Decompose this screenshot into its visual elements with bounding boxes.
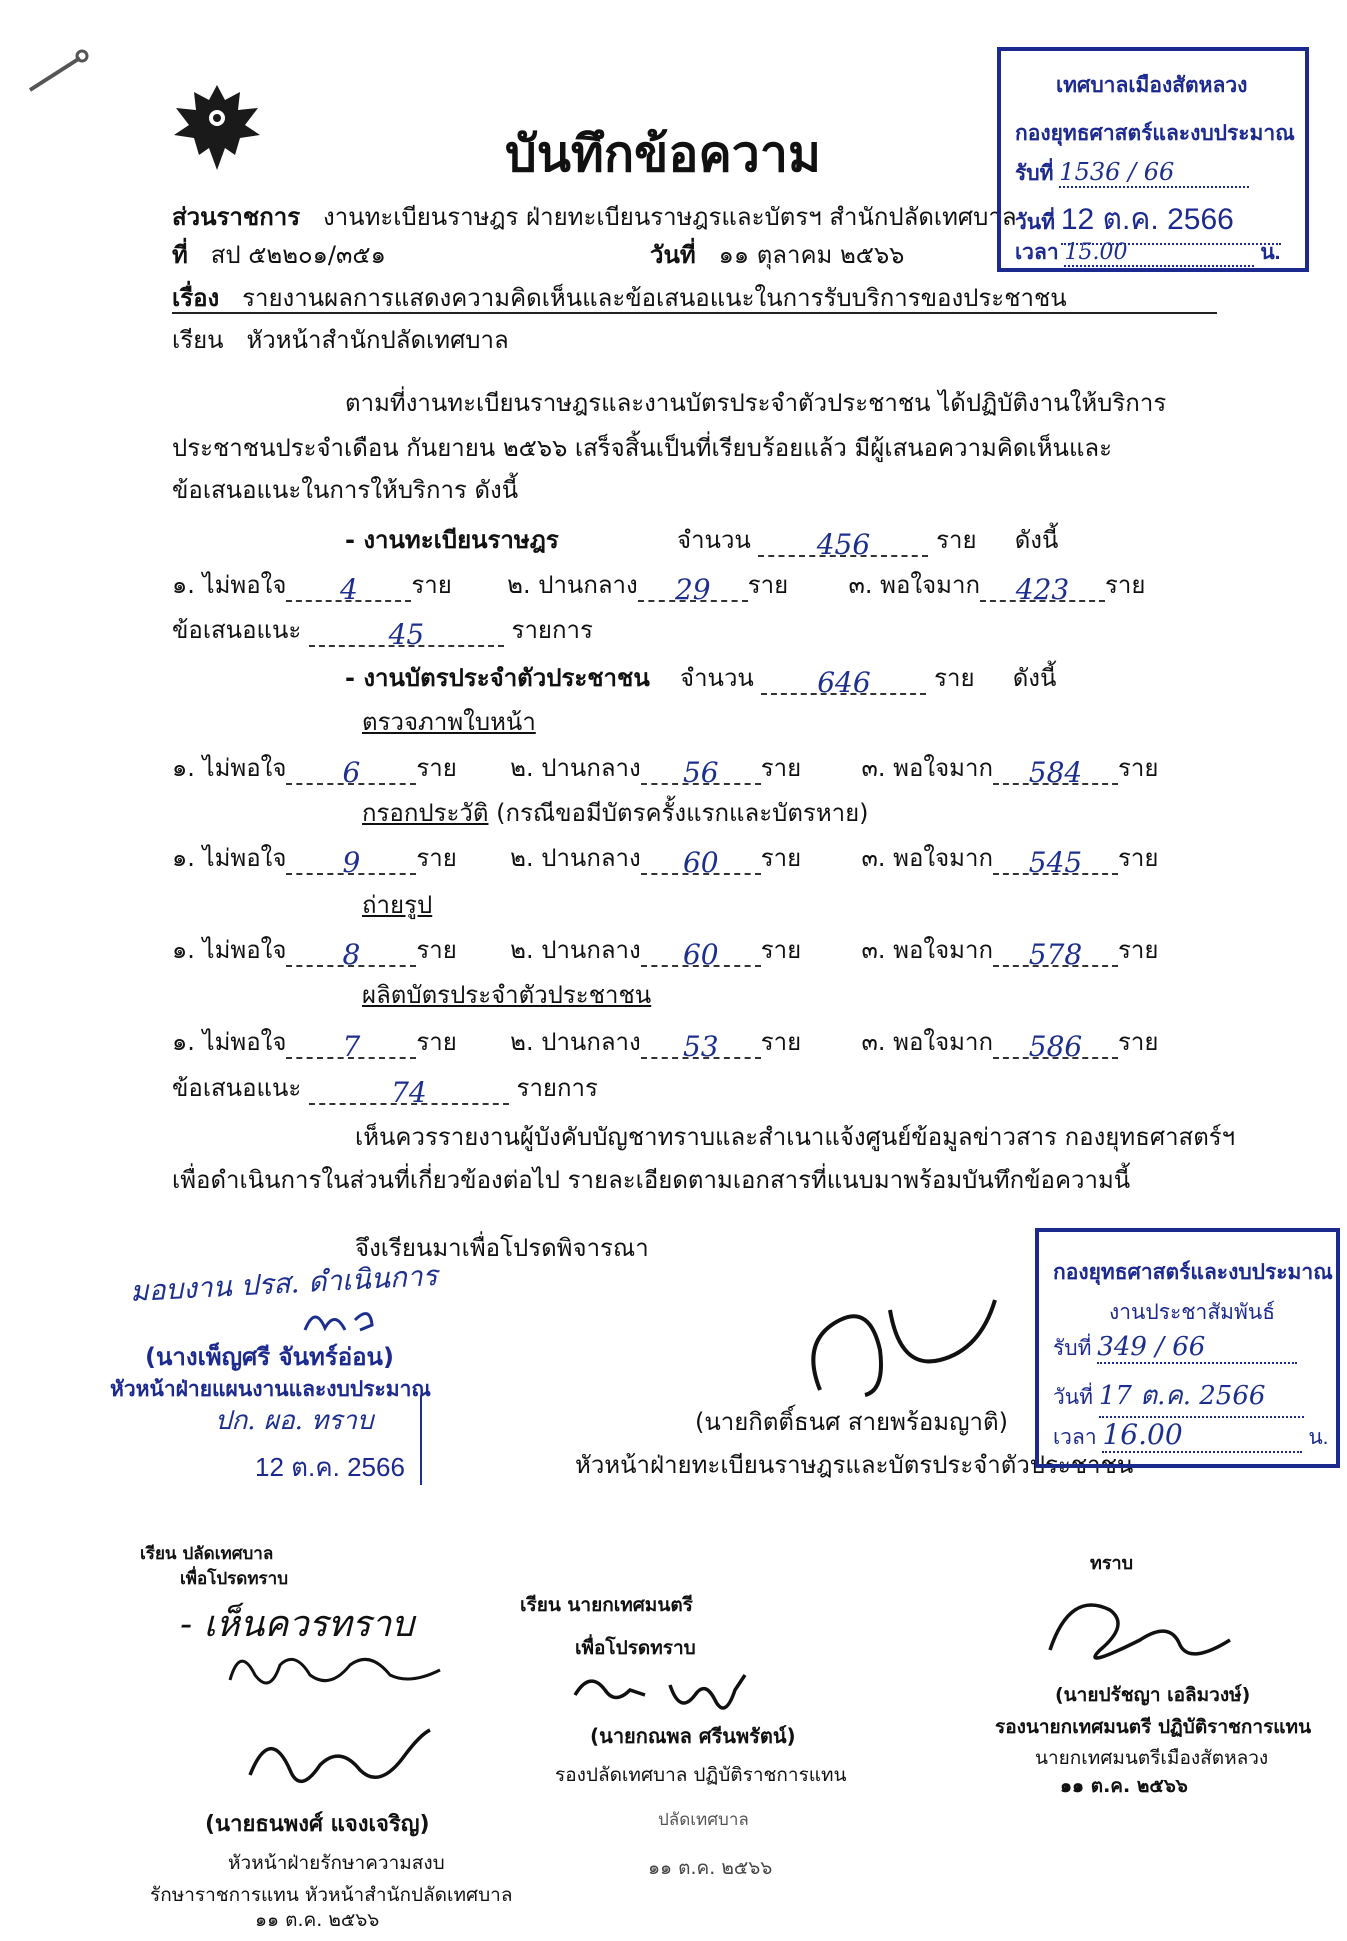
- section-r1: 6: [342, 756, 361, 789]
- stamp-mid-line1: กองยุทธศาสตร์และงบประมาณ: [1053, 1261, 1333, 1284]
- idcard-count-unit: ราย: [934, 664, 975, 692]
- section-r3: 586: [1028, 1030, 1083, 1063]
- section-r2: 60: [682, 938, 719, 971]
- sign-bm-purpose: เพื่อโปรดทราบ: [575, 1637, 696, 1659]
- stamp-mid-date-value: 17 ต.ค. 2566: [1099, 1375, 1304, 1418]
- agency-label: ส่วนราชการ: [172, 203, 301, 231]
- sign-bm-position1: รองปลัดเทศบาล ปฏิบัติราชการแทน: [555, 1764, 847, 1786]
- section-r2: 56: [682, 756, 719, 789]
- civil-count-unit: ราย: [936, 526, 977, 554]
- stamp-mid-time-label: เวลา: [1053, 1426, 1097, 1449]
- doc-no-value: สป ๕๒๒๐๑/๓๕๑: [210, 241, 386, 269]
- note-left-name: (นางเพ็ญศรี จันทร์อ่อน): [145, 1343, 394, 1371]
- section-r2-label: ๒. ปานกลาง: [510, 844, 641, 872]
- to-label: เรียน: [172, 326, 224, 354]
- civil-r3-label: ๓. พอใจมาก: [848, 571, 980, 599]
- sign-bl-position2: รักษาราชการแทน หัวหน้าสำนักปลัดเทศบาล: [150, 1884, 513, 1906]
- sign-bl-date: ๑๑ ต.ค. ๒๕๖๖: [255, 1909, 380, 1931]
- section-r2-label: ๒. ปานกลาง: [510, 1028, 641, 1056]
- section-r1: 8: [342, 938, 361, 971]
- section-heading: [362, 975, 651, 1014]
- idcard-count-label: จำนวน: [680, 664, 754, 692]
- para2-line2: เพื่อดำเนินการในส่วนที่เกี่ยวข้องต่อไป รายละเอียดตามเอกสารที่แนบมาพร้อมบันทึกข้อความนี้: [172, 1166, 1131, 1194]
- civil-r2-label: ๒. ปานกลาง: [507, 571, 638, 599]
- section-ratings: ๑. ไม่พอใจ 6 ราย ๒. ปานกลาง 56 ราย ๓. พอใจมาก 584 ราย: [172, 748, 1158, 787]
- section-r3-label: ๓. พอใจมาก: [861, 754, 993, 782]
- note-left-handwriting: มอบงาน ปรส. ดำเนินการ: [129, 1258, 439, 1309]
- received-stamp-top: [997, 47, 1309, 272]
- idcard-sugg-label: ข้อเสนอแนะ: [172, 1074, 302, 1102]
- sign-main-name: (นายกิตติ์ธนศ สายพร้อมญาติ): [695, 1408, 1008, 1436]
- sign-bl-name: (นายธนพงศ์ แจงเจริญ): [205, 1812, 430, 1837]
- document-title: บันทึกข้อความ: [505, 125, 821, 183]
- sign-bm-date: ๑๑ ต.ค. ๒๕๖๖: [648, 1857, 773, 1879]
- civil-sugg-label: ข้อเสนอแนะ: [172, 616, 302, 644]
- to-line: [172, 320, 509, 359]
- sign-br-name: (นายปรัชญา เอลิมวงษ์): [1055, 1684, 1251, 1706]
- section-r3: 584: [1028, 756, 1083, 789]
- note-left-position: หัวหน้าฝ่ายแผนงานและงบประมาณ: [110, 1377, 431, 1401]
- stamp-mid-recv-label: รับที่: [1053, 1337, 1092, 1360]
- closing-text: จึงเรียนมาเพื่อโปรดพิจารณา: [355, 1234, 649, 1262]
- idcard-sugg-unit: รายการ: [516, 1074, 598, 1102]
- section-r2: 53: [682, 1030, 719, 1063]
- stamp-top-recv-label: รับที่: [1015, 162, 1054, 185]
- civil-sugg: 45: [388, 618, 425, 651]
- signature-bl-2: [230, 1715, 440, 1805]
- civil-r1: 4: [339, 573, 358, 606]
- section-r3: 578: [1028, 938, 1083, 971]
- section-r1-label: ๑. ไม่พอใจ: [172, 1028, 287, 1056]
- to-value: หัวหน้าสำนักปลัดเทศบาล: [246, 326, 509, 354]
- stamp-top-line2: กองยุทธศาสตร์และงบประมาณ: [1015, 122, 1295, 145]
- section-heading-note: (กรณีขอมีบัตรครั้งแรกและบัตรหาย): [488, 799, 869, 827]
- civil-ratings-line: ๑. ไม่พอใจ 4 ราย ๒. ปานกลาง 29 ราย ๓. พอใจมาก 423 ราย: [172, 565, 1145, 604]
- section-ratings: ๑. ไม่พอใจ 8 ราย ๒. ปานกลาง 60 ราย ๓. พอใจมาก 578 ราย: [172, 930, 1158, 969]
- idcard-count-line: [680, 658, 1056, 697]
- sign-bm-to: เรียน นายกเทศมนตรี: [520, 1594, 693, 1616]
- civil-count-label: จำนวน: [677, 526, 751, 554]
- sign-br-position2: นายกเทศมนตรีเมืองสัตหลวง: [1035, 1747, 1269, 1769]
- section-r1-label: ๑. ไม่พอใจ: [172, 936, 287, 964]
- stamp-mid-time: [1053, 1418, 1329, 1454]
- section-r2: 60: [682, 846, 719, 879]
- section-heading: [362, 702, 536, 741]
- stamp-mid-time-unit: น.: [1308, 1426, 1329, 1449]
- civil-r3: 423: [1015, 573, 1070, 606]
- section-r3-label: ๓. พอใจมาก: [861, 936, 993, 964]
- civil-r1-label: ๑. ไม่พอใจ: [172, 571, 287, 599]
- stamp-top-date-value: 12 ต.ค. 2566: [1061, 196, 1281, 245]
- section-heading-text: กรอกประวัติ: [362, 799, 489, 827]
- section-ratings: ๑. ไม่พอใจ 7 ราย ๒. ปานกลาง 53 ราย ๓. พอใจมาก 586 ราย: [172, 1022, 1158, 1061]
- idcard-sugg: 74: [391, 1076, 427, 1109]
- received-stamp-mid: [1035, 1228, 1340, 1468]
- civil-sugg-line: [172, 610, 593, 649]
- para1-line2: ประชาชนประจำเดือน กันยายน ๒๕๖๖ เสร็จสิ้นเป็นที่เรียบร้อยแล้ว มีผู้เสนอความคิดเห็นและ: [172, 434, 1113, 462]
- date-label: วันที่: [650, 241, 696, 269]
- note-left-date: 12 ต.ค. 2566: [255, 1452, 405, 1482]
- idcard-title: - งานบัตรประจำตัวประชาชน: [345, 664, 650, 692]
- civil-sugg-unit: รายการ: [511, 616, 593, 644]
- subject-divider: [172, 312, 1217, 314]
- section-heading: [362, 793, 869, 832]
- signature-bl-1: [220, 1640, 450, 1700]
- section-r2-label: ๒. ปานกลาง: [510, 936, 641, 964]
- stamp-top-recv-value: 1536 / 66: [1059, 158, 1249, 188]
- stamp-mid-recv-value: 349 / 66: [1097, 1332, 1297, 1364]
- date-value: ๑๑ ตุลาคม ๒๕๖๖: [718, 241, 905, 269]
- stamp-top-time-label: เวลา: [1015, 241, 1059, 264]
- section-heading-text: ตรวจภาพใบหน้า: [362, 708, 536, 736]
- doc-no-label: ที่: [172, 241, 188, 269]
- section-r3: 545: [1028, 846, 1083, 879]
- section-r2-label: ๒. ปานกลาง: [510, 754, 641, 782]
- sign-bm-name: (นายกณพล ศรีนพรัตน์): [590, 1724, 796, 1748]
- staple-mark: [20, 50, 90, 100]
- section-r1-label: ๑. ไม่พอใจ: [172, 754, 287, 782]
- stamp-mid-recv: [1053, 1332, 1297, 1365]
- subject-value: รายงานผลการแสดงความคิดเห็นและข้อเสนอแนะในการรับบริการของประชาชน: [242, 284, 1067, 312]
- section-r3-label: ๓. พอใจมาก: [861, 1028, 993, 1056]
- note-left-initials: [300, 1300, 380, 1340]
- civil-count-suffix: ดังนี้: [1014, 526, 1059, 554]
- section-r3-label: ๓. พอใจมาก: [861, 844, 993, 872]
- stamp-mid-date-label: วันที่: [1053, 1386, 1093, 1409]
- agency-line: [172, 197, 1017, 236]
- section-heading: [362, 885, 432, 924]
- stamp-mid-time-value: 16.00: [1102, 1418, 1302, 1453]
- sign-bl-position1: หัวหน้าฝ่ายรักษาความสงบ: [228, 1852, 445, 1874]
- stamp-top-line1: เทศบาลเมืองสัตหลวง: [1056, 74, 1248, 97]
- para1-line3: ข้อเสนอแนะในการให้บริการ ดังนี้: [172, 476, 519, 504]
- section-ratings: ๑. ไม่พอใจ 9 ราย ๒. ปานกลาง 60 ราย ๓. พอใจมาก 545 ราย: [172, 838, 1158, 877]
- sign-main-position: หัวหน้าฝ่ายทะเบียนราษฎรและบัตรประจำตัวประชาชน: [575, 1451, 1134, 1479]
- section-heading-text: ถ่ายรูป: [362, 891, 433, 919]
- agency-value: งานทะเบียนราษฎร ฝ่ายทะเบียนราษฎรและบัตรฯ สำนักปลัดเทศบาล: [322, 203, 1017, 231]
- stamp-top-time-unit: น.: [1260, 241, 1281, 264]
- civil-title: - งานทะเบียนราษฎร: [345, 526, 559, 554]
- note-left-divider: [420, 1395, 422, 1485]
- para2-line1: เห็นควรรายงานผู้บังคับบัญชาทราบและสำเนาแจ้งศูนย์ข้อมูลข่าวสาร กองยุทธศาสตร์ฯ: [355, 1123, 1236, 1151]
- para1-line1: ตามที่งานทะเบียนราษฎรและงานบัตรประจำตัวประชาชน ได้ปฏิบัติงานให้บริการ: [345, 389, 1167, 417]
- stamp-top-recv: [1015, 157, 1249, 190]
- civil-count-line: [677, 520, 1058, 559]
- civil-r2: 29: [674, 573, 711, 606]
- date-line: [650, 235, 904, 274]
- subject-label: เรื่อง: [172, 284, 220, 312]
- doc-no-line: [172, 235, 386, 274]
- idcard-sugg-line: [172, 1068, 598, 1107]
- section-heading-text: ผลิตบัตรประจำตัวประชาชน: [362, 981, 652, 1009]
- section-r1-label: ๑. ไม่พอใจ: [172, 844, 287, 872]
- sign-br-position1: รองนายกเทศมนตรี ปฏิบัติราชการแทน: [995, 1716, 1312, 1738]
- sign-bm-position2: ปลัดเทศบาล: [658, 1810, 749, 1830]
- note-left-handwriting-2: ปก. ผอ. ทราบ: [215, 1406, 374, 1436]
- stamp-mid-line2: งานประชาสัมพันธ์: [1109, 1301, 1276, 1324]
- garuda-emblem: [170, 80, 265, 175]
- section-r1: 9: [342, 846, 361, 879]
- sign-bl-purpose: เพื่อโปรดทราบ: [180, 1569, 288, 1589]
- idcard-count: 646: [817, 666, 871, 699]
- sign-bl-handwriting: - เห็นควรทราบ: [180, 1604, 415, 1645]
- section-r1: 7: [342, 1030, 361, 1063]
- sign-bl-to: เรียน ปลัดเทศบาล: [140, 1544, 274, 1564]
- signature-main: [780, 1280, 1020, 1420]
- idcard-count-suffix: ดังนี้: [1012, 664, 1057, 692]
- stamp-top-date-label: วันที่: [1015, 211, 1055, 234]
- sign-br-date: ๑๑ ต.ค. ๒๕๖๖: [1060, 1775, 1188, 1797]
- sign-br-ack: ทราบ: [1090, 1553, 1134, 1574]
- stamp-mid-date: [1053, 1375, 1304, 1418]
- stamp-top-time: [1015, 236, 1281, 269]
- civil-count: 456: [816, 528, 871, 561]
- signature-br: [1030, 1570, 1250, 1680]
- stamp-top-time-value: 15.00: [1064, 240, 1254, 267]
